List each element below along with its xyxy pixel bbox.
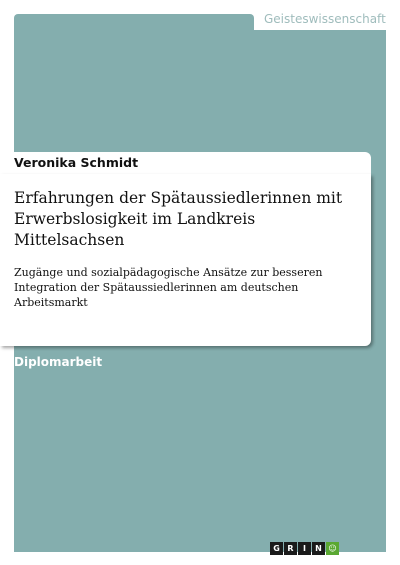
grin-publisher-logo: [270, 542, 339, 555]
document-type: Diplomarbeit: [14, 355, 103, 369]
book-subtitle: Zugänge und sozialpädagogische Ansätze zur besseren Integration der Spätaussiedlerinnen am deutschen Arbeitsmarkt: [14, 266, 323, 309]
book-title: Erfahrungen der Spätaussiedlerinnen mit Erwerbslosigkeit im Landkreis Mittelsachsen: [14, 189, 343, 249]
author-name: Veronika Schmidt: [14, 155, 139, 170]
logo-letter-g: G: [270, 542, 283, 555]
smiley-icon: ☺: [326, 542, 339, 555]
category-label: Geisteswissenschaft: [258, 8, 386, 30]
logo-letter-n: N: [312, 542, 325, 555]
cover-top-band: [14, 14, 254, 30]
cover-top-strip: [258, 30, 386, 32]
logo-letter-r: R: [284, 542, 297, 555]
logo-letter-i: I: [298, 542, 311, 555]
